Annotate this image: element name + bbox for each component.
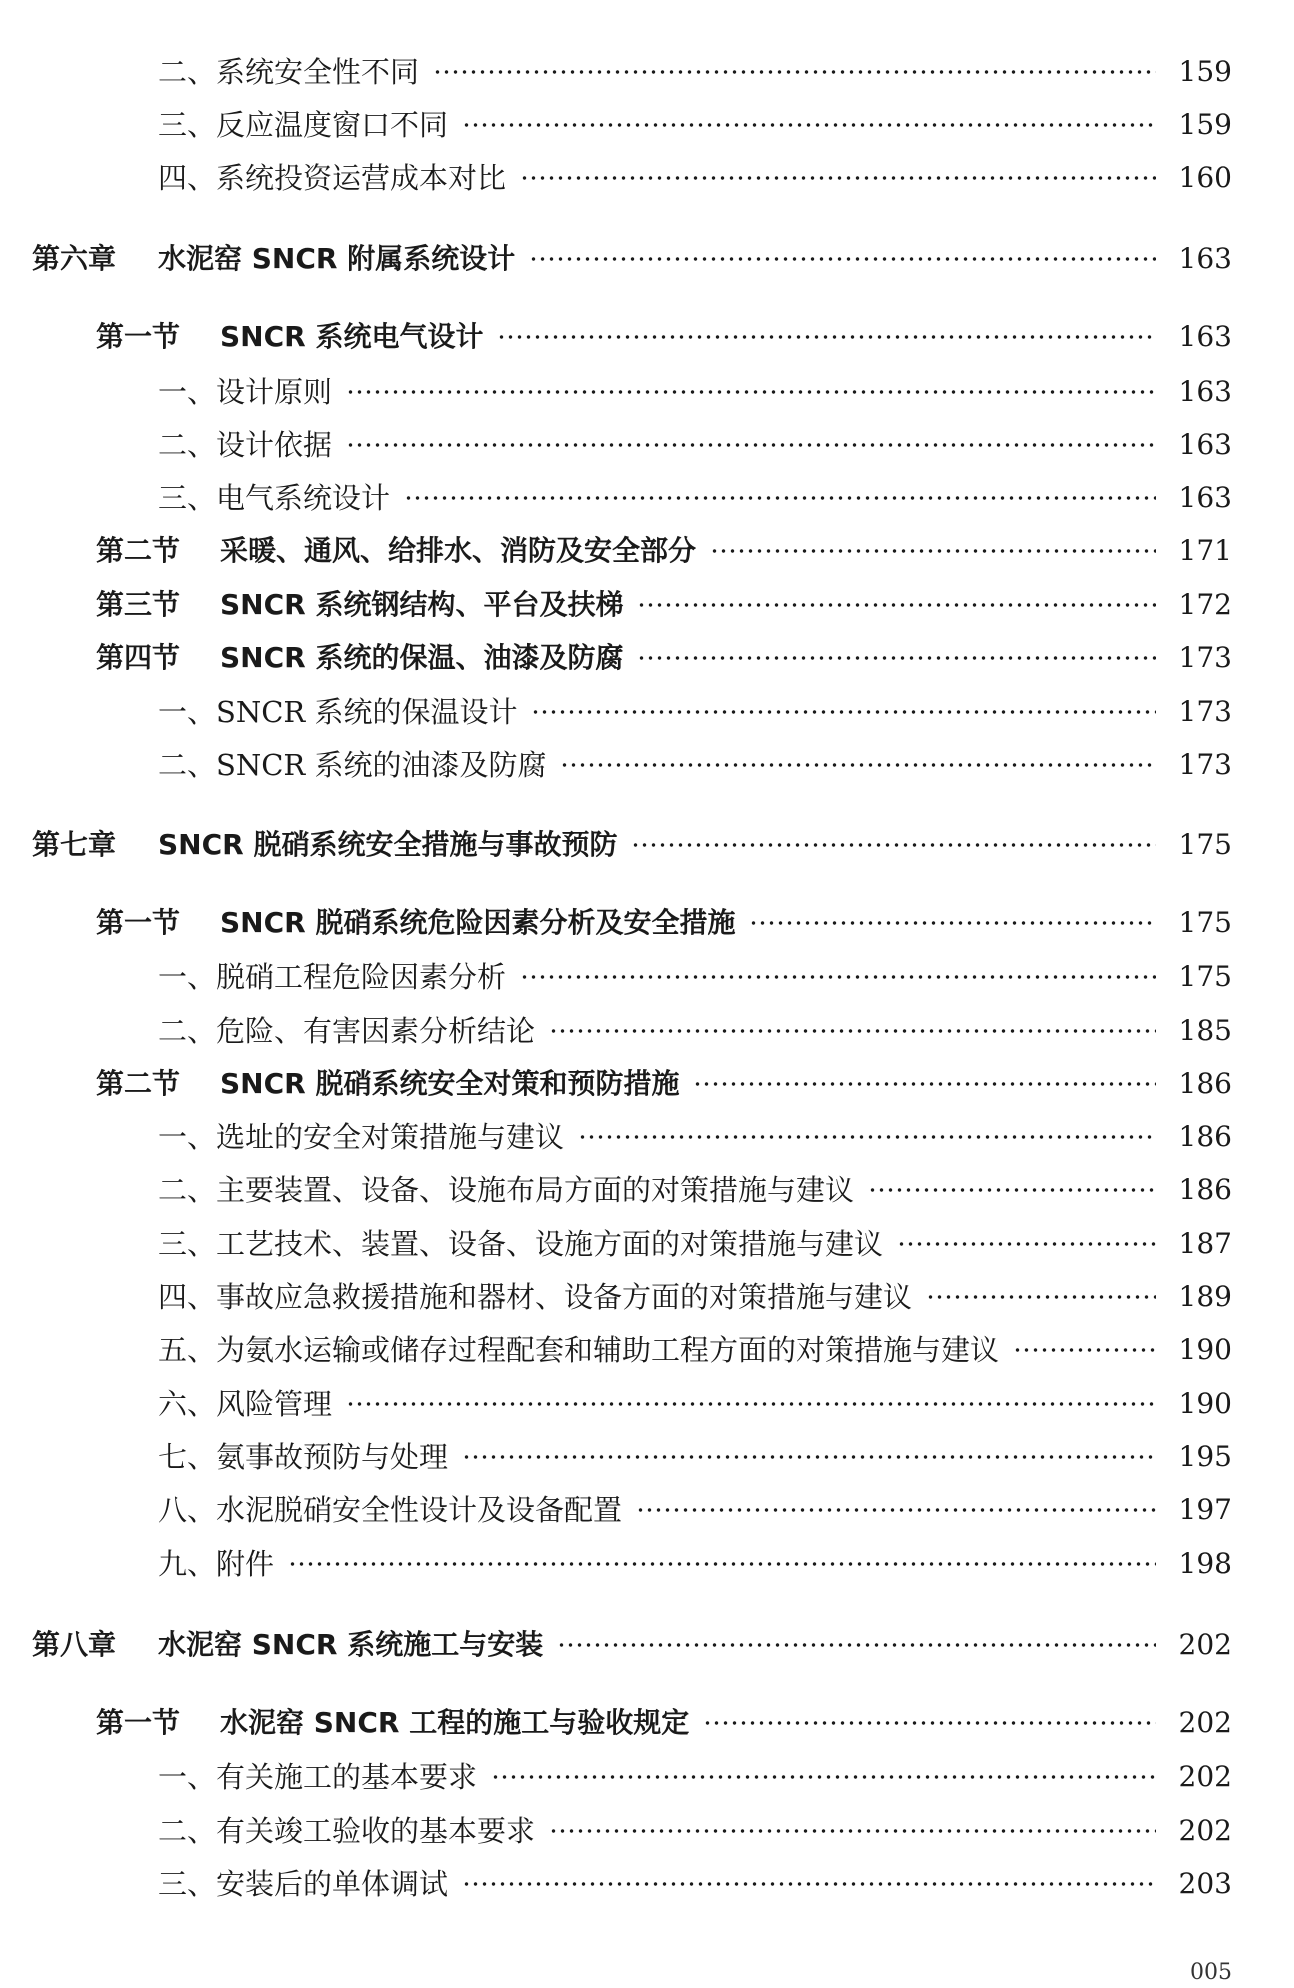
- toc-item[interactable]: [0, 1752, 1294, 1802]
- toc-item[interactable]: [0, 1379, 1294, 1429]
- toc-entry-text: 四、事故应急救援措施和器材、设备方面的对策措施与建议: [158, 1279, 913, 1314]
- toc-item[interactable]: [0, 367, 1294, 417]
- toc-entry-text: 水泥窑 SNCR 工程的施工与验收规定: [220, 1706, 690, 1739]
- toc-entry-title: [158, 1119, 565, 1154]
- toc-entry-title: [96, 1067, 680, 1100]
- toc-entry-label: 第七章: [32, 828, 117, 861]
- toc-page-number: 203: [1178, 1867, 1232, 1900]
- toc-page-number: 175: [1178, 828, 1232, 861]
- toc-entry-title: [96, 534, 697, 567]
- toc-entry-title: [158, 427, 333, 462]
- toc-entry-text: SNCR 系统电气设计: [220, 320, 484, 353]
- toc-page-number: 173: [1178, 748, 1232, 781]
- toc-item[interactable]: [0, 47, 1294, 97]
- toc-page-number: 163: [1178, 428, 1232, 461]
- toc-item[interactable]: [0, 153, 1294, 203]
- toc-entry-text: 二、设计依据: [158, 427, 333, 462]
- toc-page-number: 163: [1178, 242, 1232, 275]
- toc-entry-text: 三、安装后的单体调试: [158, 1866, 449, 1901]
- toc-section[interactable]: [0, 633, 1294, 683]
- toc-entry-title: [158, 480, 391, 515]
- toc-entry-text: 一、脱硝工程危险因素分析: [158, 959, 507, 994]
- toc-section[interactable]: [0, 1059, 1294, 1109]
- dot-leader: [288, 1562, 1156, 1566]
- toc-entry-text: 二、主要装置、设备、设施布局方面的对策措施与建议: [158, 1172, 855, 1207]
- toc-entry-title: [158, 694, 518, 729]
- toc-item[interactable]: [0, 1432, 1294, 1482]
- toc-item[interactable]: [0, 1859, 1294, 1909]
- dot-leader: [346, 390, 1156, 394]
- dot-leader: [404, 496, 1156, 500]
- dot-leader: [529, 257, 1156, 261]
- dot-leader: [926, 1295, 1156, 1299]
- toc-section[interactable]: [0, 526, 1294, 576]
- dot-leader: [710, 549, 1156, 553]
- toc-entry-label: 第一节: [96, 1706, 181, 1739]
- toc-item[interactable]: [0, 952, 1294, 1002]
- toc-entry-title: [158, 1439, 449, 1474]
- dot-leader: [520, 975, 1156, 979]
- toc-page-number: 185: [1178, 1014, 1232, 1047]
- toc-item[interactable]: [0, 1806, 1294, 1856]
- toc-entry-title: [96, 588, 624, 621]
- dot-leader: [560, 763, 1156, 767]
- toc-entry-title: [158, 160, 507, 195]
- toc-page-number: 175: [1178, 906, 1232, 939]
- toc-page-number: 202: [1178, 1628, 1232, 1661]
- dot-leader: [897, 1242, 1156, 1246]
- toc-entry-title: [96, 1706, 690, 1739]
- toc-page-number: 159: [1178, 108, 1232, 141]
- toc-entry-text: SNCR 脱硝系统安全对策和预防措施: [220, 1067, 680, 1100]
- dot-leader: [1013, 1348, 1156, 1352]
- toc-item[interactable]: [0, 1272, 1294, 1322]
- toc-entry-title: [158, 107, 449, 142]
- toc-page-number: 173: [1178, 641, 1232, 674]
- toc-entry-text: 一、SNCR 系统的保温设计: [158, 694, 518, 729]
- toc-page-number: 186: [1178, 1173, 1232, 1206]
- toc-entry-title: [158, 747, 547, 782]
- dot-leader: [520, 176, 1156, 180]
- toc-entry-title: [158, 1813, 536, 1848]
- dot-leader: [462, 1882, 1156, 1886]
- toc-page-number: 195: [1178, 1440, 1232, 1473]
- toc-entry-text: 八、水泥脱硝安全性设计及设备配置: [158, 1492, 623, 1527]
- toc-page-number: 163: [1178, 375, 1232, 408]
- toc-section[interactable]: [0, 312, 1294, 362]
- toc-entry-title: [158, 1866, 449, 1901]
- toc-section[interactable]: [0, 580, 1294, 630]
- toc-entry-label: 第六章: [32, 242, 117, 275]
- toc-page-number: 173: [1178, 695, 1232, 728]
- dot-leader: [433, 70, 1156, 74]
- dot-leader: [637, 603, 1156, 607]
- toc-item[interactable]: [0, 687, 1294, 737]
- toc-entry-title: [158, 1332, 1000, 1367]
- toc-entry-label: 第一节: [96, 906, 181, 939]
- dot-leader: [462, 1455, 1156, 1459]
- toc-item[interactable]: [0, 1165, 1294, 1215]
- toc-entry-title: [96, 320, 484, 353]
- dot-leader: [631, 843, 1156, 847]
- toc-item[interactable]: [0, 1112, 1294, 1162]
- toc-entry-label: 第二节: [96, 534, 181, 567]
- toc-entry-title: [96, 906, 736, 939]
- toc-entry-text: 二、有关竣工验收的基本要求: [158, 1813, 536, 1848]
- toc-entry-title: [158, 1759, 478, 1794]
- dot-leader: [549, 1829, 1156, 1833]
- toc-page-number: 186: [1178, 1067, 1232, 1100]
- toc-entry-title: [96, 641, 624, 674]
- toc-entry-title: [32, 242, 516, 275]
- toc-entry-text: 水泥窑 SNCR 系统施工与安装: [158, 1628, 544, 1661]
- toc-item[interactable]: [0, 1485, 1294, 1535]
- toc-section[interactable]: [0, 1698, 1294, 1748]
- toc-page-number: 163: [1178, 320, 1232, 353]
- toc-entry-text: SNCR 脱硝系统安全措施与事故预防: [158, 828, 618, 861]
- toc-entry-text: SNCR 系统的保温、油漆及防腐: [220, 641, 624, 674]
- toc-entry-title: [158, 1546, 275, 1581]
- toc-item[interactable]: [0, 1006, 1294, 1056]
- toc-entry-title: [158, 54, 420, 89]
- dot-leader: [497, 335, 1156, 339]
- toc-chapter[interactable]: [0, 820, 1294, 870]
- toc-page-number: 202: [1178, 1760, 1232, 1793]
- toc-item[interactable]: [0, 1219, 1294, 1269]
- toc-item[interactable]: [0, 473, 1294, 523]
- dot-leader: [491, 1775, 1156, 1779]
- toc-entry-text: 三、工艺技术、装置、设备、设施方面的对策措施与建议: [158, 1226, 884, 1261]
- toc-page-number: 202: [1178, 1814, 1232, 1847]
- toc-entry-title: [158, 374, 333, 409]
- toc-entry-title: [158, 1386, 333, 1421]
- toc-item[interactable]: [0, 1325, 1294, 1375]
- toc-entry-text: 九、附件: [158, 1546, 275, 1581]
- dot-leader: [578, 1135, 1156, 1139]
- toc-entry-title: [32, 828, 618, 861]
- toc-page-number: 160: [1178, 161, 1232, 194]
- toc-page-number: 190: [1178, 1387, 1232, 1420]
- dot-leader: [636, 1508, 1156, 1512]
- toc-page-number: 190: [1178, 1333, 1232, 1366]
- toc-entry-text: 六、风险管理: [158, 1386, 333, 1421]
- toc-page-number: 171: [1178, 534, 1232, 567]
- toc-entry-title: [158, 1279, 913, 1314]
- dot-leader: [868, 1188, 1156, 1192]
- toc-entry-label: 第二节: [96, 1067, 181, 1100]
- toc-entry-text: 一、有关施工的基本要求: [158, 1759, 478, 1794]
- toc-page-number: 198: [1178, 1547, 1232, 1580]
- toc-page-number: 159: [1178, 55, 1232, 88]
- toc-section[interactable]: [0, 898, 1294, 948]
- dot-leader: [462, 123, 1156, 127]
- toc-entry-text: 水泥窑 SNCR 附属系统设计: [158, 242, 516, 275]
- dot-leader: [346, 1402, 1156, 1406]
- toc-page-number: 197: [1178, 1493, 1232, 1526]
- toc-entry-label: 第一节: [96, 320, 181, 353]
- page-number: 005: [1190, 1960, 1232, 1985]
- toc-entry-label: 第四节: [96, 641, 181, 674]
- toc-entry-text: 采暖、通风、给排水、消防及安全部分: [220, 534, 697, 567]
- dot-leader: [703, 1721, 1156, 1725]
- toc-entry-title: [158, 1013, 536, 1048]
- dot-leader: [637, 656, 1156, 660]
- toc-entry-text: 三、电气系统设计: [158, 480, 391, 515]
- toc-entry-text: 四、系统投资运营成本对比: [158, 160, 507, 195]
- toc-entry-text: 二、系统安全性不同: [158, 54, 420, 89]
- toc-entry-title: [32, 1628, 544, 1661]
- dot-leader: [549, 1029, 1156, 1033]
- toc-page-number: 172: [1178, 588, 1232, 621]
- toc-entry-label: 第八章: [32, 1628, 117, 1661]
- toc-entry-title: [158, 1492, 623, 1527]
- dot-leader: [346, 443, 1156, 447]
- toc-entry-title: [158, 959, 507, 994]
- toc-entry-text: 五、为氨水运输或储存过程配套和辅助工程方面的对策措施与建议: [158, 1332, 1000, 1367]
- toc-chapter[interactable]: [0, 234, 1294, 284]
- dot-leader: [531, 710, 1156, 714]
- toc-item[interactable]: [0, 100, 1294, 150]
- toc-item[interactable]: [0, 1539, 1294, 1589]
- toc-item[interactable]: [0, 420, 1294, 470]
- toc-entry-text: 二、SNCR 系统的油漆及防腐: [158, 747, 547, 782]
- toc-item[interactable]: [0, 740, 1294, 790]
- toc-entry-text: SNCR 系统钢结构、平台及扶梯: [220, 588, 624, 621]
- toc-entry-title: [158, 1172, 855, 1207]
- toc-entry-label: 第三节: [96, 588, 181, 621]
- toc-page-number: 202: [1178, 1706, 1232, 1739]
- toc-entry-text: 一、设计原则: [158, 374, 333, 409]
- toc-entry-text: 二、危险、有害因素分析结论: [158, 1013, 536, 1048]
- toc-entry-text: SNCR 脱硝系统危险因素分析及安全措施: [220, 906, 736, 939]
- dot-leader: [749, 921, 1156, 925]
- toc-entry-text: 三、反应温度窗口不同: [158, 107, 449, 142]
- toc-entry-text: 七、氨事故预防与处理: [158, 1439, 449, 1474]
- toc-page-number: 189: [1178, 1280, 1232, 1313]
- toc-page-number: 163: [1178, 481, 1232, 514]
- toc-page-number: 175: [1178, 960, 1232, 993]
- toc-entry-text: 一、选址的安全对策措施与建议: [158, 1119, 565, 1154]
- dot-leader: [693, 1082, 1156, 1086]
- toc-chapter[interactable]: [0, 1620, 1294, 1670]
- toc-page-number: 187: [1178, 1227, 1232, 1260]
- toc-entry-title: [158, 1226, 884, 1261]
- dot-leader: [557, 1643, 1156, 1647]
- toc-page-number: 186: [1178, 1120, 1232, 1153]
